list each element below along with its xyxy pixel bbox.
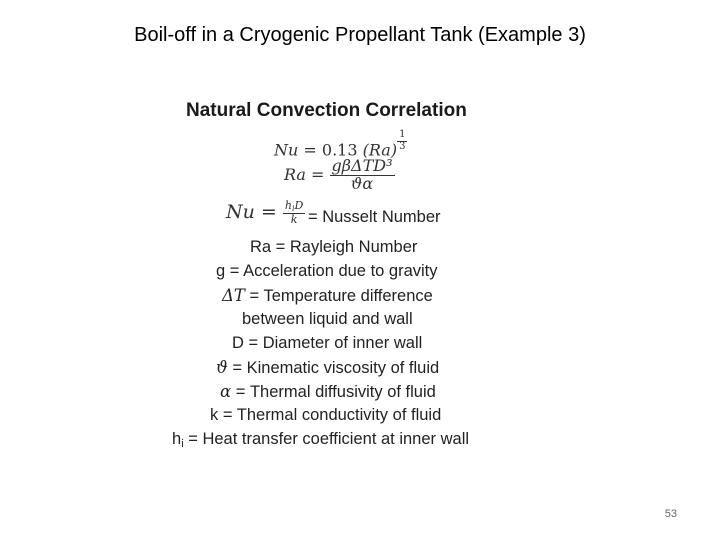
thermal-conductivity-label: k = Thermal conductivity of fluid: [210, 406, 442, 424]
alpha-symbol: α: [220, 382, 232, 401]
ra-symbol: Ra: [284, 164, 306, 184]
nusselt-fraction: $\frac{h_iD}{k}$: [284, 199, 304, 227]
nu-symbol-large: Nu: [226, 200, 255, 223]
thermal-diffusivity-label: α = Thermal diffusivity of fluid: [220, 382, 436, 401]
ra-term: (Ra): [362, 140, 398, 160]
h-symbol: h: [172, 430, 182, 448]
rayleigh-equation: Ra = $\frac{\text{gβΔTD³}}{ϑ\alpha}$: [284, 156, 393, 193]
gravity-label: g = Acceleration due to gravity: [216, 262, 438, 280]
rayleigh-fraction: $\frac{\text{gβΔTD³}}{ϑ\alpha}$: [331, 156, 393, 193]
heat-transfer-coefficient-label: $h_i$ = Heat transfer coefficient at inner wall: [172, 430, 470, 450]
nu-symbol: Nu: [274, 140, 299, 160]
nusselt-label: = Nusselt Number: [308, 208, 441, 226]
delta-t-symbol: ΔT: [222, 286, 245, 305]
coefficient: 0.13: [321, 140, 358, 160]
delta-t-label: ΔT = Temperature difference: [222, 286, 433, 305]
nusselt-definition-equation: Nu = $\frac{h_iD}{k}$: [226, 199, 304, 227]
delta-t-label-continued: between liquid and wall: [242, 310, 413, 328]
diameter-label: D = Diameter of inner wall: [232, 334, 423, 352]
rayleigh-label: Ra = Rayleigh Number: [250, 238, 418, 256]
theta-symbol: ϑ: [216, 358, 228, 377]
h-subscript: i: [181, 438, 184, 450]
slide-title: Boil-off in a Cryogenic Propellant Tank (Example 3): [134, 24, 586, 46]
nusselt-correlation-equation: Nu = 0.13 (Ra) $\frac{1}{3}$: [274, 129, 406, 160]
formula-panel: [168, 96, 514, 458]
kinematic-viscosity-label: ϑ = Kinematic viscosity of fluid: [216, 358, 440, 377]
exponent-fraction: $\frac{1}{3}$: [399, 129, 406, 152]
page-number: 53: [664, 508, 677, 520]
panel-heading: Natural Convection Correlation: [186, 100, 467, 121]
